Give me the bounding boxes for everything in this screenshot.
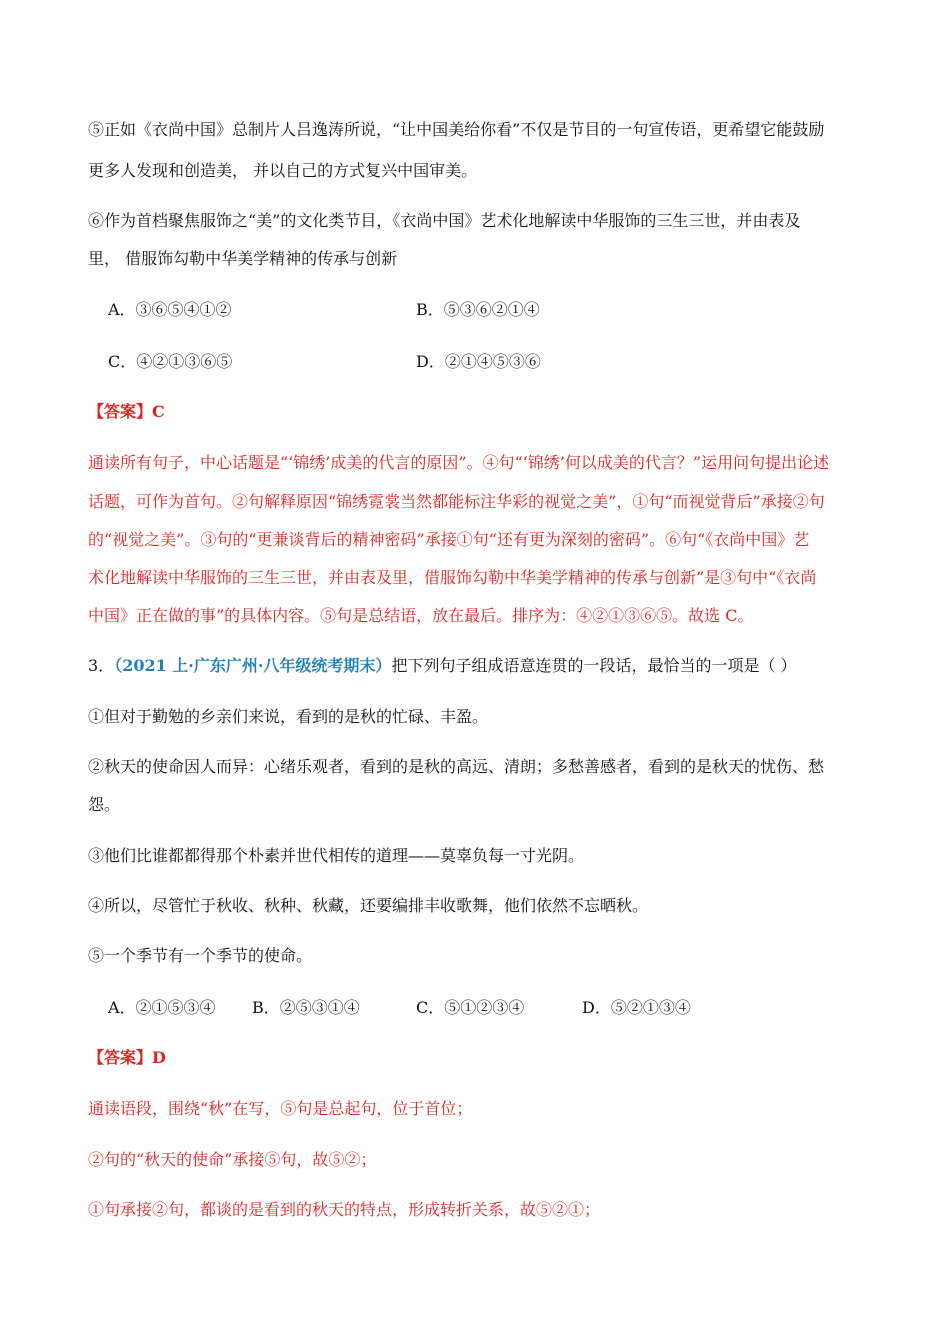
q3-stem-text: 把下列句子组成语意连贯的一段话，最恰当的一项是（ ）	[391, 656, 797, 675]
q3-sentence-2-line-2: 怨。	[88, 795, 121, 814]
q3-explanation-line-2: ②句的“秋天的使命”承接⑤句，故⑤②；	[88, 1150, 377, 1169]
q2-explanation-line-3: 的“视觉之美”。③句的“更兼谈背后的精神密码”承接①句“还有更为深刻的密码”。⑥句“《衣尚中国》艺	[88, 530, 810, 549]
q3-sentence-4: ④所以，尽管忙于秋收、秋种、秋藏，还要编排丰收歌舞，他们依然不忘晒秋。	[88, 896, 649, 915]
q2-explanation-line-5: 中国》正在做的事”的具体内容。⑤句是总结语，放在最后。排序为：④②①③⑥⑤。故选 C。	[88, 606, 754, 625]
q2-option-d: D．②①④⑤③⑥	[416, 352, 541, 371]
q3-sentence-5: ⑤一个季节有一个季节的使命。	[88, 946, 313, 965]
q3-option-a: A．②①⑤③④	[108, 998, 216, 1017]
q3-stem	[88, 656, 862, 676]
q3-source: （2021 上·广东广州·八年级统考期末）	[114, 656, 392, 675]
q3-option-d: D．⑤②①③④	[582, 998, 691, 1017]
q3-explanation-line-1: 通读语段，围绕“秋”在写，⑤句是总起句，位于首位；	[88, 1099, 473, 1118]
sentence-6-line-2: 里， 借服饰勾勒中华美学精神的传承与创新	[88, 249, 398, 268]
q3-option-c: C．⑤①②③④	[416, 998, 525, 1017]
q3-sentence-2-line-1: ②秋天的使命因人而异：心绪乐观者，看到的是秋的高远、清朗；多愁善感者，看到的是秋天的忧伤、愁	[88, 757, 825, 776]
q3-answer-label: 【答案】D	[88, 1048, 166, 1067]
q3-sentence-1: ①但对于勤勉的乡亲们来说，看到的是秋的忙碌、丰盈。	[88, 707, 489, 726]
q2-explanation-line-4: 术化地解读中华服饰的三生三世，并由表及里，借服饰勾勒中华美学精神的传承与创新”是③句中“《衣尚	[88, 568, 817, 587]
sentence-6-line-1: ⑥作为首档聚焦服饰之“美”的文化类节目，《衣尚中国》艺术化地解读中华服饰的三生三世，并由表及	[88, 211, 801, 230]
q2-answer-label: 【答案】C	[88, 402, 165, 421]
q2-explanation-line-1: 通读所有句子，中心话题是“‘锦绣’成美的代言的原因”。④句“‘锦绣’何以成美的代言？”运用问句提出论述	[88, 453, 830, 472]
q3-option-b: B．②⑤③①④	[252, 998, 360, 1017]
q2-option-a: A．③⑥⑤④①②	[108, 300, 232, 319]
q3-number: 3．	[88, 656, 115, 675]
sentence-5-line-2: 更多人发现和创造美， 并以自己的方式复兴中国审美。	[88, 161, 478, 180]
q3-sentence-3: ③他们比谁都都得那个朴素并世代相传的道理——莫辜负每一寸光阴。	[88, 846, 585, 865]
q2-explanation-line-2: 话题，可作为首句。②句解释原因“锦绣霓裳当然都能标注华彩的视觉之美”，①句“而视觉背后”承接②句	[88, 492, 825, 511]
q3-explanation-line-3: ①句承接②句，都谈的是看到的秋天的特点，形成转折关系，故⑤②①；	[88, 1200, 601, 1219]
q2-option-b: B．⑤③⑥②①④	[416, 300, 540, 319]
q2-option-c: C．④②①③⑥⑤	[108, 352, 233, 371]
sentence-5-line-1: ⑤正如《衣尚中国》总制片人吕逸涛所说，“让中国美给你看”不仅是节目的一句宣传语，更希望它能鼓励	[88, 120, 825, 139]
